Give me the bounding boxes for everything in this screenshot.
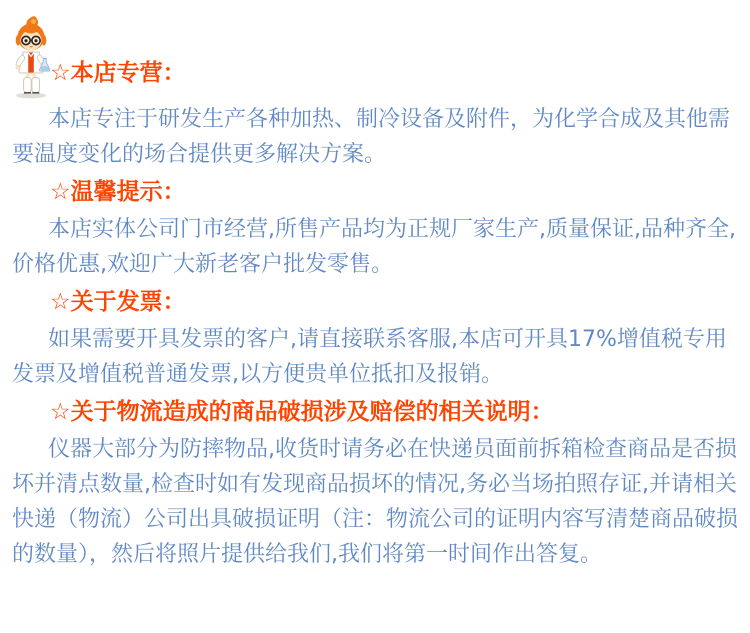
section-heading-store-specialty: ☆本店专营： (50, 60, 186, 86)
store-notice (0, 55, 750, 572)
section-body-invoice: 如果需要开具发票的客户,请直接联系客服,本店可开具17%增值税专用发票及增值税普通发票,以方便贵单位抵扣及报销。 (12, 327, 727, 387)
section-body-logistics-damage: 仪器大部分为防摔物品,收货时请务必在快递员面前拆箱检查商品是否损坏并清点数量,检查时如有发现商品损坏的情况,务必当场拍照存证,并请相关快递（物流）公司出具破损证明（注：物流公司的证明内容写清楚商品破损的数量），然后将照片提供给我们,我们将第一时间作出答复。 (12, 437, 739, 567)
section-heading-invoice: ☆关于发票： (50, 289, 186, 315)
section-heading-warm-tips: ☆温馨提示： (50, 179, 186, 205)
section-body-store-specialty: 本店专注于研发生产各种加热、制冷设备及附件，为化学合成及其他需要温度变化的场合提供更多解决方案。 (12, 107, 731, 167)
section-body-warm-tips: 本店实体公司门市经营,所售产品均为正规厂家生产,质量保证,品种齐全,价格优惠,欢迎广大新老客户批发零售。 (12, 217, 736, 277)
section-heading-logistics-damage: ☆关于物流造成的商品破损涉及赔偿的相关说明： (50, 399, 554, 425)
